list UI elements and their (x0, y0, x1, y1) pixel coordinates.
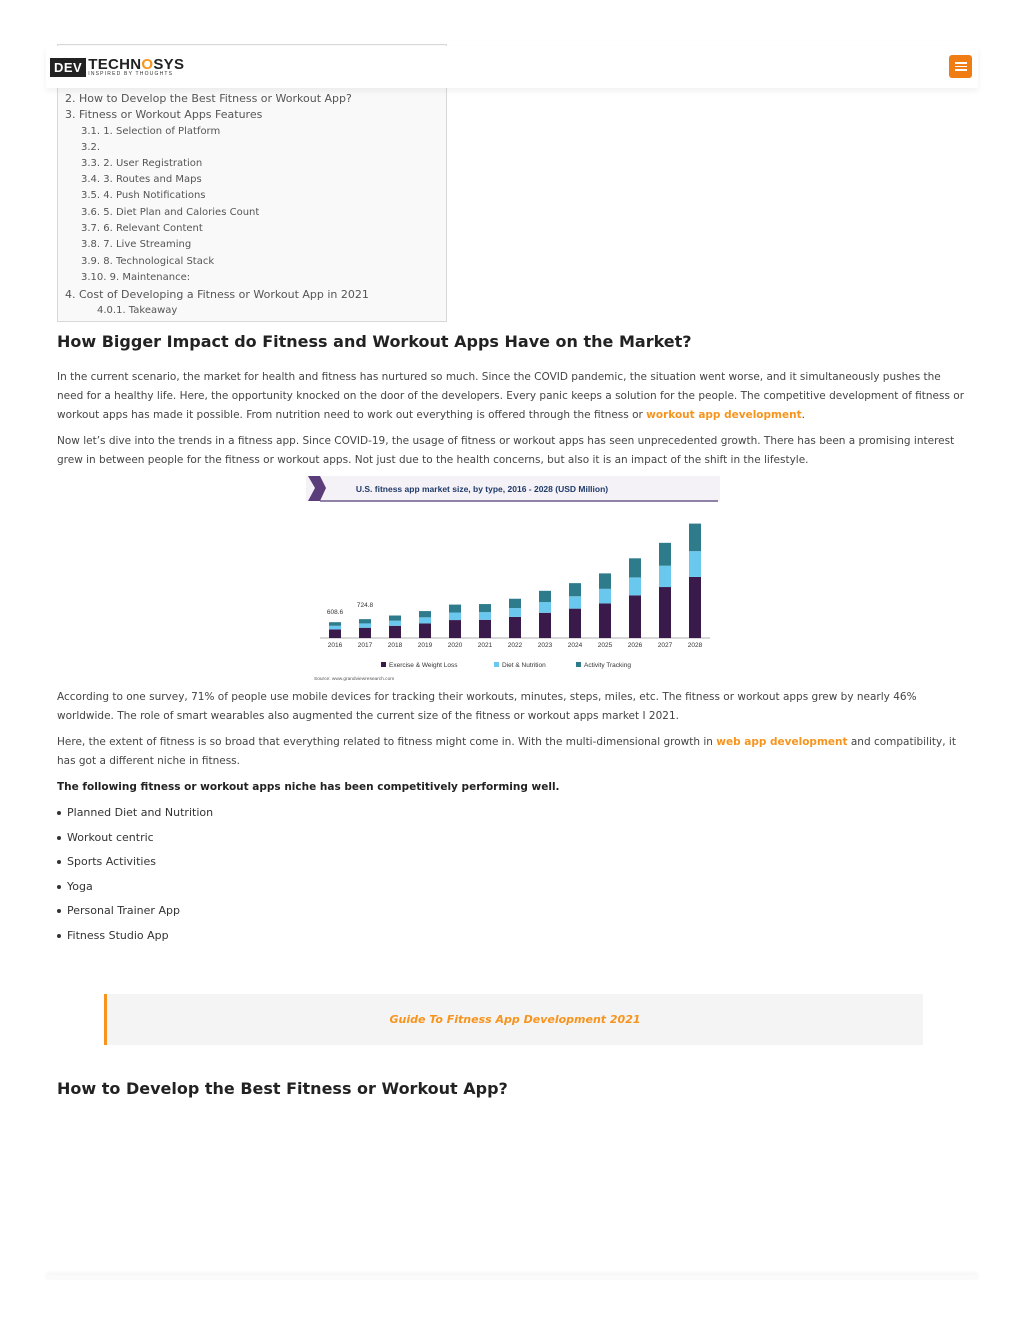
toc-item[interactable]: 2. How to Develop the Best Fitness or Workout App? (65, 92, 352, 105)
legend-label: Exercise & Weight Loss (389, 662, 458, 669)
toc-item[interactable]: 3.7. 6. Relevant Content (81, 223, 203, 234)
bar-segment (419, 611, 431, 617)
toc-item[interactable]: 3. Fitness or Workout Apps Features (65, 108, 263, 121)
bar-segment (359, 619, 371, 623)
bar-segment (659, 566, 671, 587)
data-label: 724.8 (356, 602, 374, 610)
devtechnosys-logo[interactable] (50, 58, 184, 78)
toc-item[interactable]: 3.1. 1. Selection of Platform (81, 126, 221, 137)
data-label: 608.6 (326, 609, 344, 617)
bar-segment (329, 626, 341, 630)
bar-segment (509, 608, 521, 617)
bar-segment (689, 577, 701, 638)
bar-segment (599, 573, 611, 588)
toc-item[interactable]: 4.0.1. Takeaway (97, 305, 178, 316)
logo-dev-badge: DEV (50, 58, 86, 77)
bar-segment (599, 603, 611, 638)
legend-label: Diet & Nutrition (502, 662, 546, 669)
niche-intro: The following fitness or workout apps niche has been competitively performing well. (57, 781, 560, 793)
bar-segment (569, 583, 581, 596)
niche-list (57, 803, 213, 950)
bar-segment (509, 599, 521, 608)
x-tick-label: 2016 (327, 642, 343, 649)
bar-segment (479, 612, 491, 620)
guide-callout (104, 994, 923, 1045)
legend-swatch (576, 662, 581, 667)
bar-segment (329, 629, 341, 638)
bar-segment (449, 613, 461, 621)
paragraph-market-scenario: In the current scenario, the market for health and fitness has nurtured so much. Since the COVID pandemic, the situation went worse, and it simultaneously pushes the need for a healthy life. Here, the opportunity knocked on the door of the developers. Every panic keeps a solution for the people. The competitive development of fitness or workout apps has made it possible. From nutrition need to work out everything is offered through the fitness or workout app development. (57, 371, 965, 421)
legend-swatch (494, 662, 499, 667)
bar-segment (389, 616, 401, 621)
bar-segment (419, 623, 431, 638)
hamburger-menu-button[interactable] (949, 55, 972, 78)
bar-segment (479, 604, 491, 612)
x-tick-label: 2020 (447, 642, 463, 649)
bar-segment (659, 543, 671, 566)
x-tick-label: 2018 (387, 642, 403, 649)
list-item: Personal Trainer App (57, 901, 213, 926)
bar-segment (419, 617, 431, 623)
toc-item[interactable]: 3.4. 3. Routes and Maps (81, 174, 202, 185)
bar-segment (599, 589, 611, 604)
bar-segment (659, 587, 671, 638)
logo-tagline: INSPIRED BY THOUGHTS (88, 71, 174, 77)
x-tick-label: 2027 (657, 642, 673, 649)
legend-label: Activity Tracking (584, 662, 631, 669)
x-tick-label: 2019 (417, 642, 433, 649)
bar-segment (569, 596, 581, 608)
x-tick-label: 2025 (597, 642, 613, 649)
toc-item[interactable]: 3.6. 5. Diet Plan and Calories Count (81, 207, 260, 218)
fitness-app-market-chart (306, 476, 720, 684)
guide-link[interactable]: Guide To Fitness App Development 2021 (389, 1013, 641, 1026)
toc-item[interactable]: 3.2. (81, 142, 101, 153)
x-tick-label: 2026 (627, 642, 643, 649)
list-item: Yoga (57, 877, 213, 902)
paragraph-fitness-extent: Here, the extent of fitness is so broad that everything related to fitness might come in. With the multi-dimensional growth in web app development and compatibility, it has got a different niche in fitness. (57, 736, 956, 767)
logo-wordmark: TECHNOSYS (88, 56, 185, 73)
bar-segment (569, 609, 581, 638)
x-tick-label: 2023 (537, 642, 553, 649)
bar-segment (539, 602, 551, 613)
section-heading-develop: How to Develop the Best Fitness or Workout App? (57, 1079, 508, 1098)
footer-divider (46, 1275, 978, 1280)
chart-source: Source: www.grandviewresearch.com (314, 677, 395, 682)
toc-item[interactable]: 4. Cost of Developing a Fitness or Workout App in 2021 (65, 288, 369, 301)
x-tick-label: 2017 (357, 642, 373, 649)
toc-item[interactable]: 3.3. 2. User Registration (81, 158, 203, 169)
x-tick-label: 2021 (477, 642, 493, 649)
chart-title: U.S. fitness app market size, by type, 2016 - 2028 (USD Million) (355, 484, 609, 494)
paragraph-trends: Now let’s dive into the trends in a fitness app. Since COVID-19, the usage of fitness or workout apps has seen unprecedented growth. There has been a promising interest grew in between people for the fitness or workout apps. Not just due to the health concerns, but also it is an impact of the shift in the lifestyle. (57, 435, 955, 466)
bar-segment (689, 524, 701, 552)
x-tick-label: 2024 (567, 642, 583, 649)
bar-segment (539, 613, 551, 638)
bar-segment (359, 628, 371, 638)
x-tick-label: 2022 (507, 642, 523, 649)
legend-swatch (381, 662, 386, 667)
bar-segment (359, 623, 371, 627)
bar-segment (629, 558, 641, 577)
bar-segment (329, 622, 341, 626)
hamburger-icon (955, 62, 967, 64)
toc-item[interactable]: 3.8. 7. Live Streaming (81, 239, 192, 250)
site-header (46, 46, 978, 88)
bar-segment (449, 605, 461, 613)
toc-item[interactable]: 3.5. 4. Push Notifications (81, 190, 206, 201)
bar-segment (689, 551, 701, 577)
list-item: Sports Activities (57, 852, 213, 877)
x-tick-label: 2028 (687, 642, 703, 649)
bar-segment (479, 620, 491, 638)
list-item: Workout centric (57, 828, 213, 853)
web-app-development-link[interactable]: web app development (716, 736, 848, 748)
section-heading-market-impact: How Bigger Impact do Fitness and Workout Apps Have on the Market? (57, 332, 692, 351)
list-item: Fitness Studio App (57, 926, 213, 951)
toc-item[interactable]: 3.9. 8. Technological Stack (81, 256, 215, 267)
bar-segment (449, 620, 461, 638)
bar-segment (389, 626, 401, 638)
paragraph-survey: According to one survey, 71% of people use mobile devices for tracking their workouts, minutes, steps, miles, etc. The fitness or workout apps grew by nearly 46% worldwide. The role of smart wearables also augmented the current size of the fitness or workout apps market I 2021. (57, 691, 917, 722)
toc-item[interactable]: 3.10. 9. Maintenance: (81, 272, 191, 283)
bar-segment (389, 621, 401, 626)
bar-segment (509, 617, 521, 638)
bar-segment (539, 591, 551, 602)
workout-app-development-link[interactable]: workout app development (646, 409, 802, 421)
bar-segment (629, 595, 641, 638)
bar-segment (629, 577, 641, 595)
list-item: Planned Diet and Nutrition (57, 803, 213, 828)
